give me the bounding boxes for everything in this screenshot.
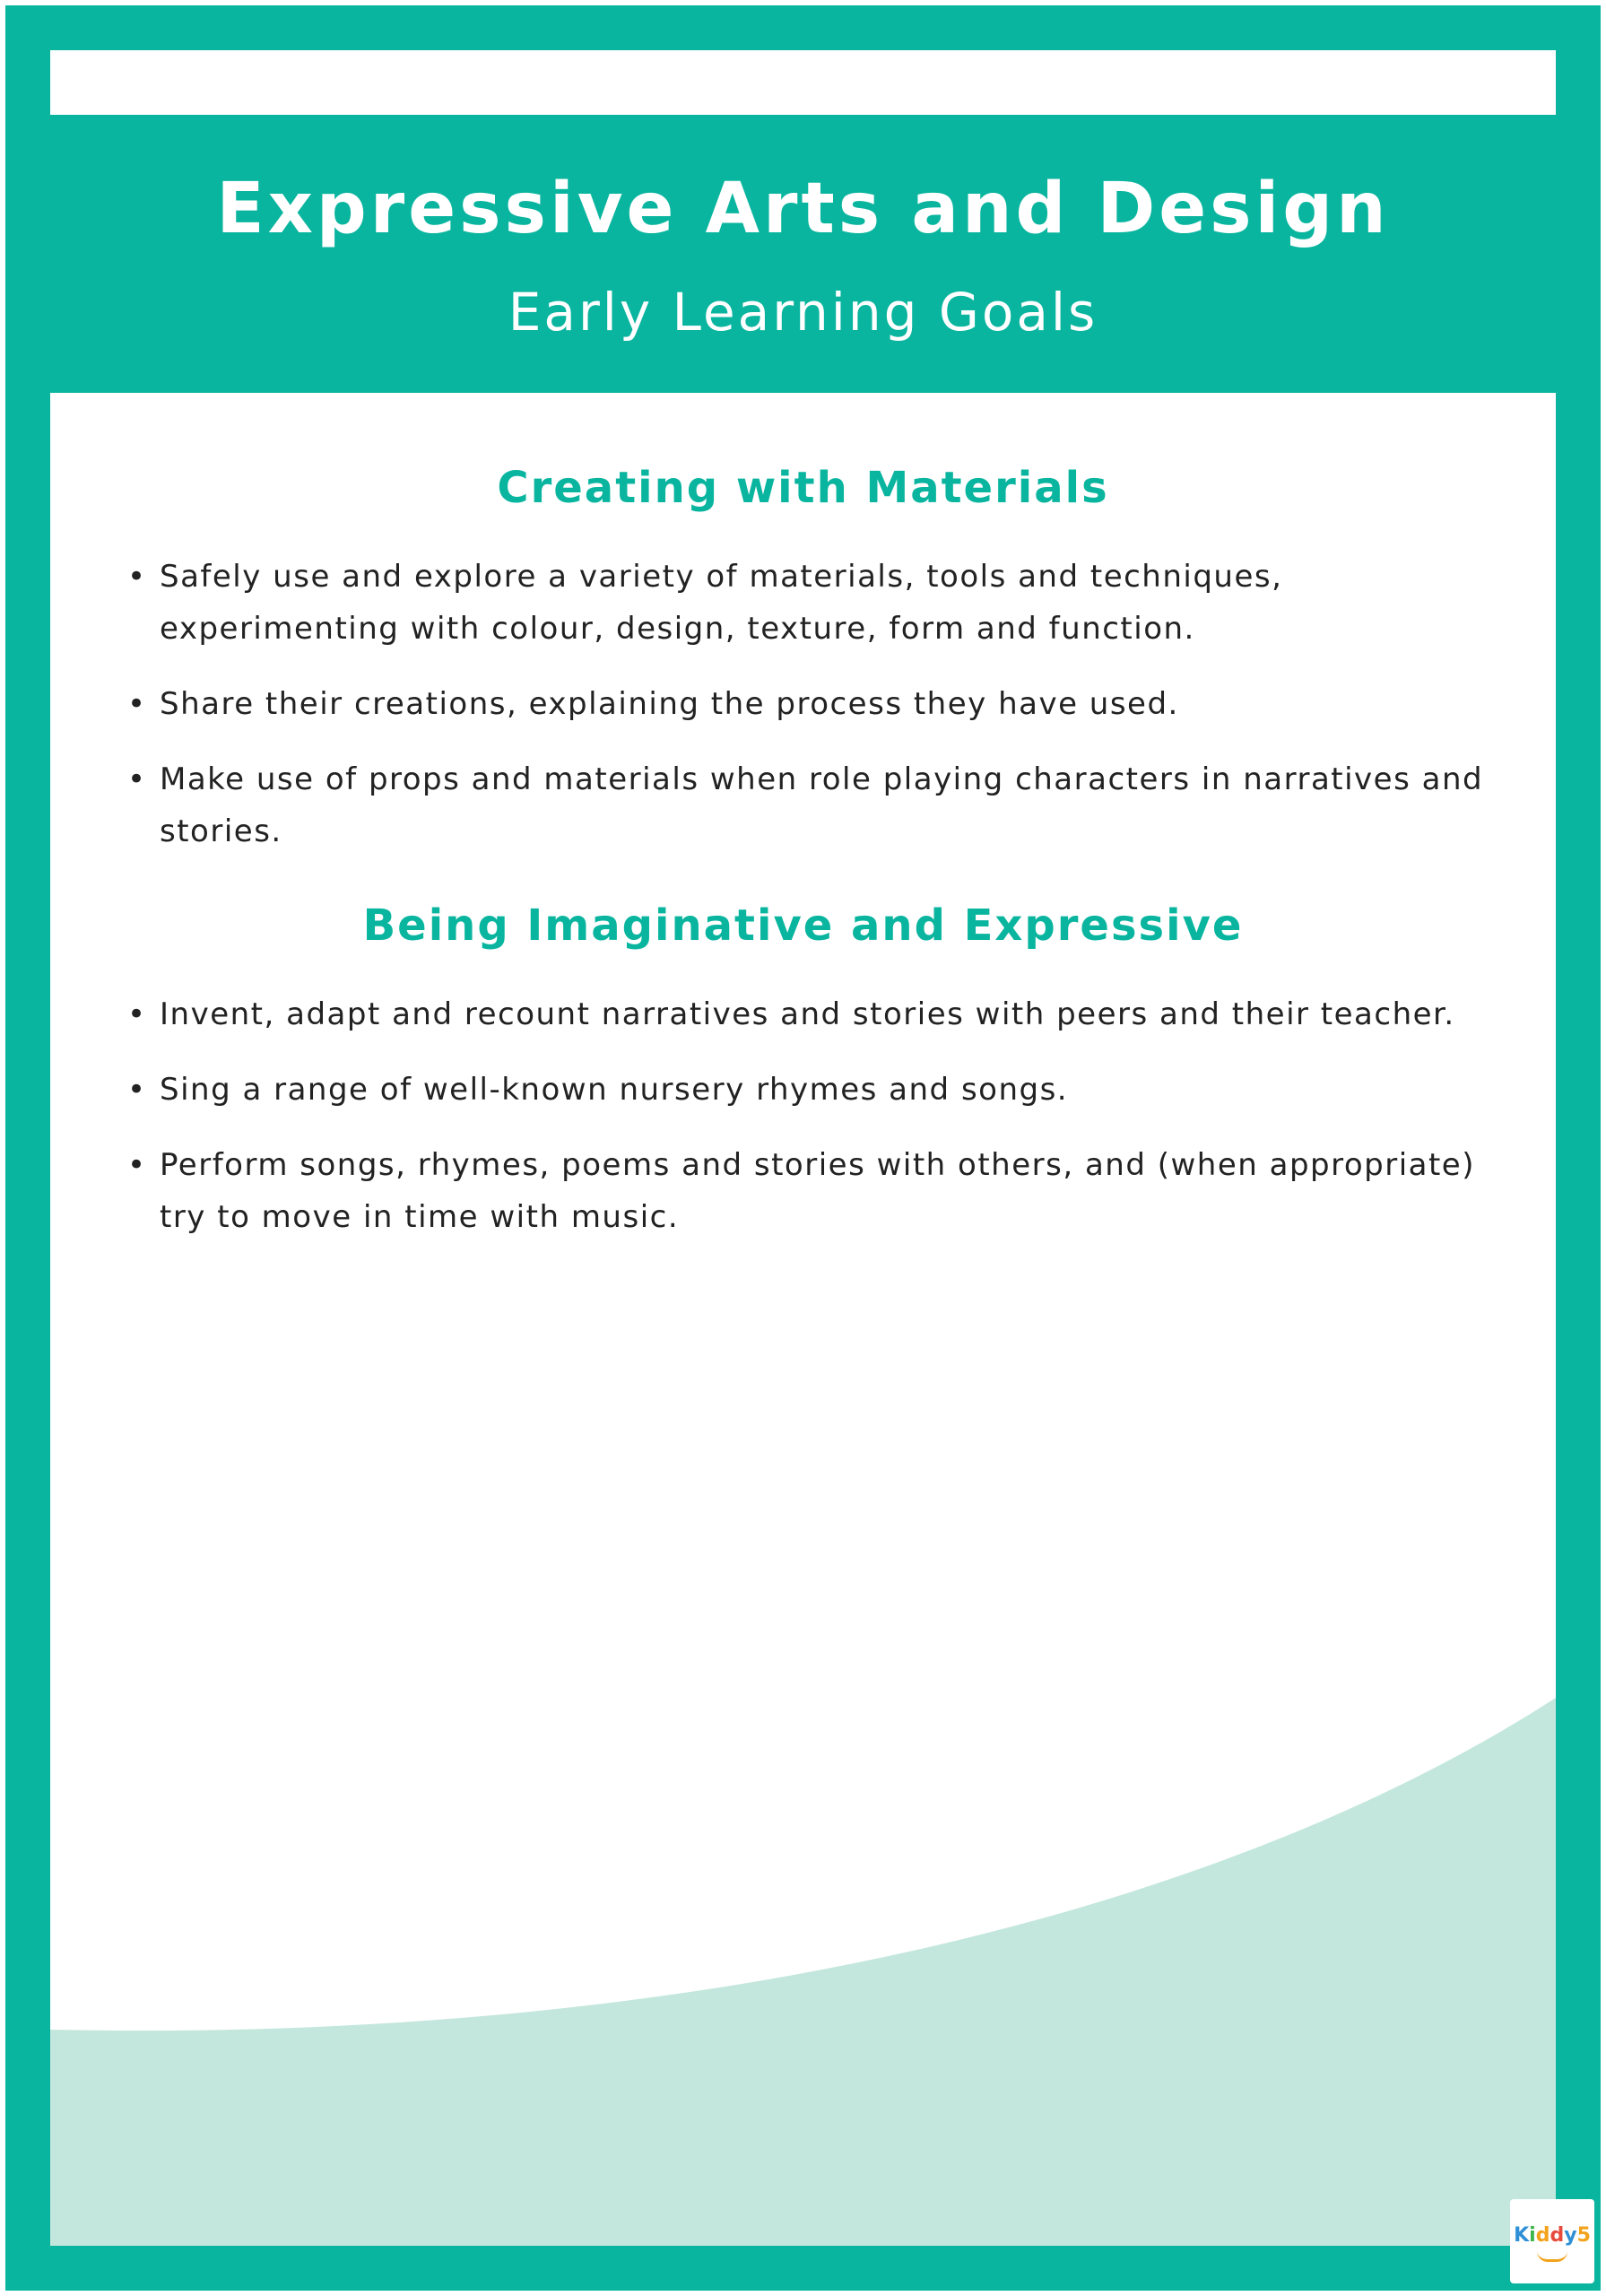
section-heading-being-imaginative: Being Imaginative and Expressive xyxy=(362,900,1244,951)
bullet-icon: • xyxy=(127,686,147,722)
logo-text: Kiddy5 xyxy=(1514,2224,1591,2247)
header xyxy=(50,115,1556,393)
list-item-text: Perform songs, rhymes, poems and stories with others, and (when appropriate) try to move in time with music. xyxy=(160,1147,1475,1235)
bullet-icon: • xyxy=(127,761,147,797)
list-item xyxy=(127,678,1490,730)
creating-with-materials-list xyxy=(127,551,1490,881)
list-item xyxy=(127,753,1490,857)
list-item-text: Sing a range of well-known nursery rhymes and songs. xyxy=(160,1072,1069,1108)
logo-smile-icon xyxy=(1537,2251,1567,2262)
list-item xyxy=(127,1139,1490,1243)
list-item-text: Share their creations, explaining the process they have used. xyxy=(160,686,1179,722)
list-item-text: Make use of props and materials when role playing characters in narratives and stories. xyxy=(160,761,1484,849)
bullet-icon: • xyxy=(127,1147,147,1183)
top-white-strip xyxy=(50,50,1556,115)
list-item-text: Safely use and explore a variety of materials, tools and techniques, experimenting with colour, design, texture, form and function. xyxy=(160,559,1283,647)
section-heading-creating-with-materials: Creating with Materials xyxy=(497,463,1109,513)
bullet-icon: • xyxy=(127,559,147,595)
page-subtitle: Early Learning Goals xyxy=(508,282,1098,343)
content-panel xyxy=(50,393,1556,2246)
being-imaginative-list xyxy=(127,988,1490,1266)
list-item xyxy=(127,988,1490,1040)
bullet-icon: • xyxy=(127,1072,147,1108)
bullet-icon: • xyxy=(127,996,147,1032)
list-item xyxy=(127,1064,1490,1116)
list-item-text: Invent, adapt and recount narratives and stories with peers and their teacher. xyxy=(160,996,1455,1032)
kiddy5-logo xyxy=(1510,2199,1594,2283)
list-item xyxy=(127,551,1490,655)
page-title: Expressive Arts and Design xyxy=(216,169,1390,249)
